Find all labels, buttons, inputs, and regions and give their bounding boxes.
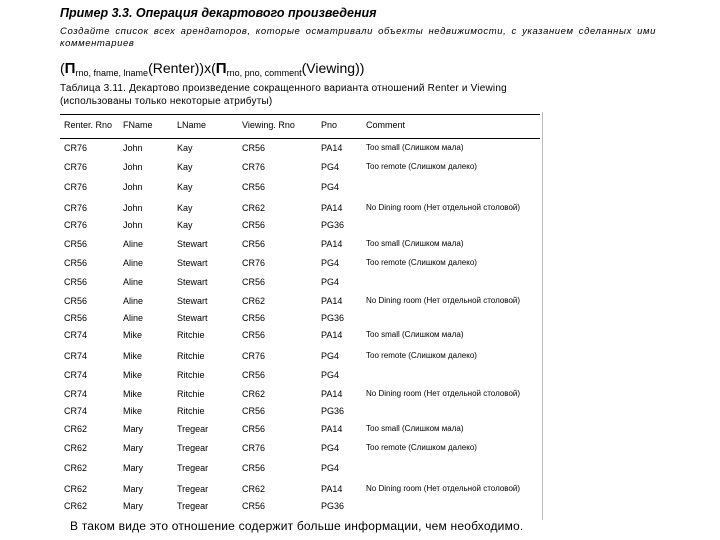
cell-viewing-rno: CR62 — [242, 203, 266, 213]
cell-lname: Kay — [177, 162, 193, 172]
cell-renter-rno: CR76 — [64, 203, 88, 213]
cell-fname: John — [123, 162, 143, 172]
cell-pno: PA14 — [321, 330, 343, 340]
projection-symbol-1: Π — [64, 60, 76, 77]
cell-viewing-rno: CR56 — [242, 424, 266, 434]
cell-lname: Ritchie — [177, 330, 205, 340]
cell-fname: Mike — [123, 370, 143, 380]
cell-fname: Mike — [123, 406, 143, 416]
cell-lname: Ritchie — [177, 351, 205, 361]
cell-comment: Too small (Слишком мала) — [366, 424, 464, 433]
cell-viewing-rno: CR76 — [242, 351, 266, 361]
cell-pno: PG36 — [321, 501, 345, 511]
cell-fname: Mike — [123, 351, 143, 361]
cell-comment: Too small (Слишком мала) — [366, 239, 464, 248]
cell-lname: Tregear — [177, 443, 209, 453]
cell-viewing-rno: CR76 — [242, 258, 266, 268]
column-header-comment: Comment — [366, 120, 406, 130]
cell-lname: Stewart — [177, 258, 208, 268]
cell-fname: John — [123, 182, 143, 192]
cell-renter-rno: CR62 — [64, 443, 88, 453]
column-header-pno: Pno — [321, 120, 338, 130]
cell-fname: Aline — [123, 258, 144, 268]
cell-fname: Mike — [123, 330, 143, 340]
cell-viewing-rno: CR56 — [242, 220, 266, 230]
cell-viewing-rno: CR56 — [242, 406, 266, 416]
formula-open-paren: ( — [60, 60, 65, 76]
cell-pno: PG4 — [321, 277, 340, 287]
example-title: Пример 3.3. Операция декартового произведения — [60, 6, 377, 20]
column-header-lname: LName — [177, 120, 207, 130]
table-caption: Таблица 3.11. Декартово произведение сокращенного варианта отношений Renter и Viewing (использованы только некоторые атрибуты) — [60, 83, 507, 107]
cell-comment: Too remote (Слишком далеко) — [366, 162, 477, 171]
cell-viewing-rno: CR56 — [242, 463, 266, 473]
cell-pno: PA14 — [321, 484, 343, 494]
cell-renter-rno: CR76 — [64, 162, 88, 172]
cell-pno: PG4 — [321, 258, 340, 268]
cell-lname: Stewart — [177, 239, 208, 249]
column-header-viewing-rno: Viewing. Rno — [242, 120, 295, 130]
cell-comment: Too remote (Слишком далеко) — [366, 351, 477, 360]
cell-renter-rno: CR76 — [64, 182, 88, 192]
cell-viewing-rno: CR56 — [242, 143, 266, 153]
cell-fname: John — [123, 143, 143, 153]
cell-renter-rno: CR56 — [64, 258, 88, 268]
cell-viewing-rno: CR56 — [242, 182, 266, 192]
cell-lname: Kay — [177, 220, 193, 230]
cell-renter-rno: CR74 — [64, 351, 88, 361]
cell-pno: PA14 — [321, 389, 343, 399]
cell-pno: PG36 — [321, 220, 345, 230]
cell-lname: Tregear — [177, 484, 209, 494]
table-right-border — [542, 112, 543, 520]
cell-comment: No Dining room (Нет отдельной столовой) — [366, 296, 521, 305]
cell-lname: Stewart — [177, 313, 208, 323]
cell-renter-rno: CR76 — [64, 143, 88, 153]
cell-comment: Too small (Слишком мала) — [366, 330, 464, 339]
cell-renter-rno: CR56 — [64, 296, 88, 306]
cell-viewing-rno: CR62 — [242, 389, 266, 399]
column-header-fname: FName — [123, 120, 153, 130]
cell-comment: No Dining room (Нет отдельной столовой) — [366, 484, 521, 493]
cell-pno: PA14 — [321, 424, 343, 434]
cell-comment: No Dining room (Нет отдельной столовой) — [366, 389, 521, 398]
cell-fname: Aline — [123, 239, 144, 249]
cell-fname: Mary — [123, 443, 143, 453]
cell-fname: John — [123, 203, 143, 213]
cell-pno: PA14 — [321, 203, 343, 213]
column-header-renter-rno: Renter. Rno — [64, 120, 113, 130]
cell-viewing-rno: CR76 — [242, 443, 266, 453]
cell-viewing-rno: CR56 — [242, 313, 266, 323]
cell-fname: Aline — [123, 296, 144, 306]
cell-lname: Stewart — [177, 277, 208, 287]
cell-fname: Mary — [123, 484, 143, 494]
cell-pno: PA14 — [321, 296, 343, 306]
table-top-rule — [60, 114, 540, 115]
relational-formula — [60, 60, 364, 78]
cell-lname: Kay — [177, 182, 193, 192]
cell-viewing-rno: CR56 — [242, 330, 266, 340]
cell-comment: Too remote (Слишком далеко) — [366, 258, 477, 267]
cell-comment: Too remote (Слишком далеко) — [366, 443, 477, 452]
cell-lname: Tregear — [177, 501, 209, 511]
cell-pno: PG36 — [321, 406, 345, 416]
cell-lname: Kay — [177, 143, 193, 153]
cell-renter-rno: CR56 — [64, 277, 88, 287]
cell-pno: PG4 — [321, 162, 340, 172]
cell-pno: PG4 — [321, 463, 340, 473]
cell-fname: John — [123, 220, 143, 230]
cell-renter-rno: CR74 — [64, 330, 88, 340]
cell-renter-rno: CR62 — [64, 424, 88, 434]
cell-renter-rno: CR74 — [64, 389, 88, 399]
cell-viewing-rno: CR56 — [242, 239, 266, 249]
cell-renter-rno: CR74 — [64, 406, 88, 416]
cell-renter-rno: CR56 — [64, 239, 88, 249]
cell-fname: Mike — [123, 389, 143, 399]
formula-open-paren-2: ( — [211, 60, 216, 76]
cell-lname: Ritchie — [177, 389, 205, 399]
projection-attributes-2: rno, pno, comment — [226, 68, 302, 78]
cell-renter-rno: CR56 — [64, 313, 88, 323]
cell-renter-rno: CR76 — [64, 220, 88, 230]
cell-lname: Ritchie — [177, 406, 205, 416]
cell-renter-rno: CR74 — [64, 370, 88, 380]
cell-comment: No Dining room (Нет отдельной столовой) — [366, 203, 521, 212]
cell-viewing-rno: CR56 — [242, 501, 266, 511]
projection-symbol-2: Π — [215, 60, 227, 77]
cell-renter-rno: CR62 — [64, 463, 88, 473]
cell-fname: Mary — [123, 463, 143, 473]
cell-lname: Stewart — [177, 296, 208, 306]
cell-pno: PA14 — [321, 239, 343, 249]
task-text: Создайте список всех арендаторов, которые осматривали объекты недвижимости, с указанием сделанных ими комментариев — [60, 26, 656, 49]
cell-comment: Too small (Слишком мала) — [366, 143, 464, 152]
cartesian-product-symbol: x — [204, 60, 212, 76]
cell-viewing-rno: CR56 — [242, 277, 266, 287]
cell-lname: Tregear — [177, 424, 209, 434]
cell-viewing-rno: CR62 — [242, 296, 266, 306]
cell-pno: PA14 — [321, 143, 343, 153]
cell-viewing-rno: CR56 — [242, 370, 266, 380]
cell-fname: Aline — [123, 277, 144, 287]
formula-renter-arg: (Renter)) — [148, 60, 205, 76]
projection-attributes-1: rno, fname, lname — [75, 68, 149, 78]
cell-lname: Ritchie — [177, 370, 205, 380]
cell-pno: PG36 — [321, 313, 345, 323]
cell-pno: PG4 — [321, 182, 340, 192]
cell-fname: Aline — [123, 313, 144, 323]
cell-lname: Tregear — [177, 463, 209, 473]
cell-pno: PG4 — [321, 443, 340, 453]
cell-viewing-rno: CR62 — [242, 484, 266, 494]
table-header-rule — [60, 138, 540, 139]
footer-note: В таком виде это отношение содержит больше информации, чем необходимо. — [70, 519, 524, 533]
cell-fname: Mary — [123, 424, 143, 434]
formula-viewing-arg: (Viewing)) — [301, 60, 365, 76]
cell-pno: PG4 — [321, 351, 340, 361]
cell-pno: PG4 — [321, 370, 340, 380]
cell-fname: Mary — [123, 501, 143, 511]
cell-renter-rno: CR62 — [64, 484, 88, 494]
cell-renter-rno: CR62 — [64, 501, 88, 511]
cell-viewing-rno: CR76 — [242, 162, 266, 172]
cell-lname: Kay — [177, 203, 193, 213]
